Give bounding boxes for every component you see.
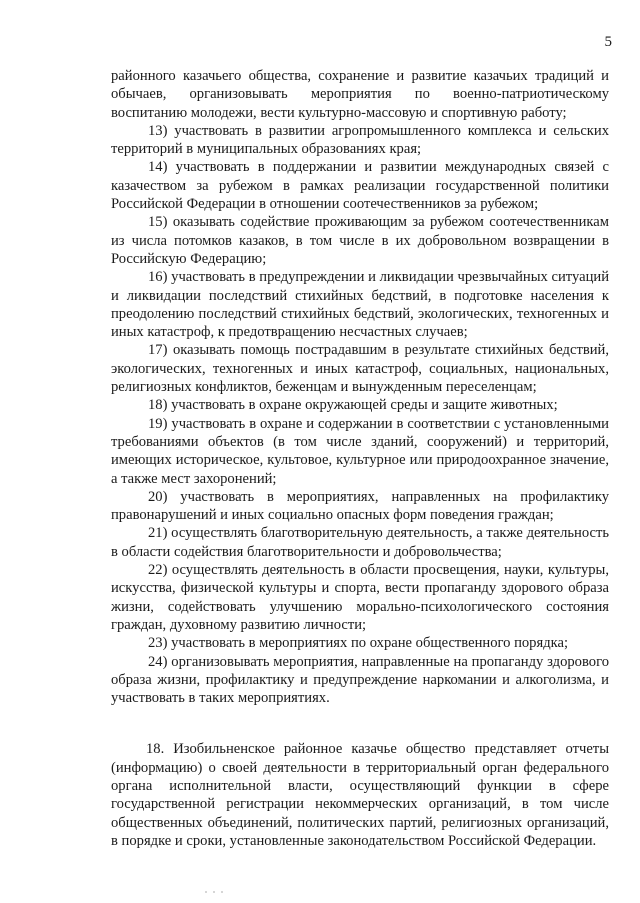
scan-artifact [205, 880, 239, 884]
list-item-14: 14) участвовать в поддержании и развитии международных связей с казачеством за рубежом в рамках реализации государственной политики Российской Федерации в отношении соотечественников за рубежом; [111, 159, 609, 213]
continued-paragraph: районного казачьего общества, сохранение и развитие казачьих традиций и обычаев, организовывать мероприятия по военно-патриотическому воспитанию молодежи, вести культурно-массовую и спортивную работу; [111, 68, 609, 121]
list-item-15: 15) оказывать содействие проживающим за рубежом соотечественникам из числа потомков казаков, в том числе в их добровольном возвращении в Российскую Федерацию; [111, 214, 609, 267]
list-item-13: 13) участвовать в развитии агропромышленного комплекса и сельских территорий в муниципальных образованиях края; [111, 122, 609, 158]
list-item-22: 22) осуществлять деятельность в области просвещения, науки, культуры, искусства, физической культуры и спорта, вести пропаганду здорового образа жизни, содействовать улучшению морально-психологического состояния граждан, духовному развитию личности; [111, 562, 609, 633]
list-item-23: 23) участвовать в мероприятиях по охране общественного порядка; [148, 635, 569, 652]
document-body [111, 67, 609, 850]
list-item-21: 21) осуществлять благотворительную деятельность, а также деятельность в области содействия благотворительности и добровольчества; [111, 525, 609, 560]
list-item-19: 19) участвовать в охране и содержании в соответствии с установленными требованиями объектов (в том числе зданий, сооружений) и территорий, имеющих историческое, культовое, культурное или природоохранное значение, а также мест захоронений; [111, 415, 609, 487]
list-item-20: 20) участвовать в мероприятиях, направленных на профилактику правонарушений и иных социально опасных форм поведения граждан; [111, 488, 609, 524]
list-item-16: 16) участвовать в предупреждении и ликвидации чрезвычайных ситуаций и ликвидации последствий стихийных бедствий, в подготовке населения к преодолению последствий стихийных бедствий, экологических, техногенных и иных катастроф, к предотвращению несчастных случаев; [111, 269, 609, 341]
list-item-18: 18) участвовать в охране окружающей среды и защите животных; [148, 397, 558, 414]
page-number: 5 [604, 34, 612, 50]
list-item-24: 24) организовывать мероприятия, направленные на пропаганду здорового образа жизни, профилактику и предупреждение наркомании и алкоголизма, и участвовать в таких мероприятиях. [111, 653, 609, 707]
section-18-paragraph: 18. Изобильненское районное казачье общество представляет отчеты (информацию) о своей деятельности в территориальный орган федерального органа исполнительной власти, осуществляющий функции в сфере государственной регистрации некоммерческих организаций, в том числе общественных объединений, политических партий, религиозных организаций, в порядке и сроки, установленные законодательством Российской Федерации. [111, 741, 609, 849]
list-item-17: 17) оказывать помощь пострадавшим в результате стихийных бедствий, экологических, техногенных и иных катастроф, социальных, национальных, религиозных конфликтов, беженцам и вынужденным переселенцам; [111, 342, 609, 396]
